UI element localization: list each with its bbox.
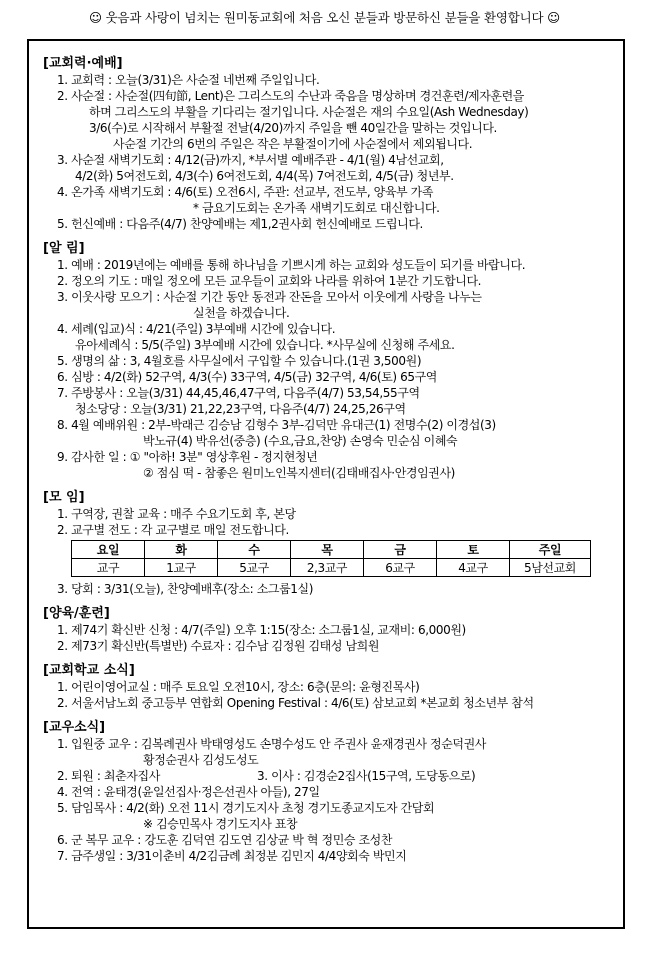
item-evangelism: 2. 교구별 전도 : 각 교구별로 매일 전도합니다. xyxy=(57,523,289,537)
item-moving: 3. 이사 : 김경순2집사(15구역, 도당동으로) xyxy=(257,769,476,783)
item-thanks-cont: ② 점심 떡 - 참좋은 원미노인복지센터(김태배집사·안경임권사) xyxy=(143,466,455,480)
evangelism-schedule-table xyxy=(71,540,591,577)
section-title: [교우소식] xyxy=(43,720,106,735)
section-announcements xyxy=(43,240,613,481)
item-pastor: 5. 담임목사 : 4/2(화) 오전 11시 경기도지사 초청 경기도종교지도자 간담회 xyxy=(57,801,435,815)
item-leader-training: 1. 구역장, 권찰 교육 : 매주 수요기도회 후, 본당 xyxy=(57,507,296,521)
section-church-calendar xyxy=(43,55,613,232)
item-birthdays: 7. 금주생일 : 3/31이춘비 4/2김금례 최정분 김민지 4/4양회숙 박민지 xyxy=(57,849,407,863)
item-discharge-move xyxy=(43,768,613,784)
table-header-cell: 금 xyxy=(364,541,437,559)
item-infant-baptism: 유아세례식 : 5/5(주일) 3부예배 시간에 있습니다. *사무실에 신청해 주세요. xyxy=(75,338,455,352)
bulletin-content xyxy=(43,55,613,864)
item-hospitalized: 1. 입원중 교우 : 김복례권사 박태영성도 손명수성도 안 주권사 윤재경권사 정순덕권사 xyxy=(57,737,486,751)
table-cell: 2,3교구 xyxy=(291,559,364,577)
item-lent-cont: 사순절 기간의 6번의 주일은 작은 부활절이기에 사순절에서 제외됩니다. xyxy=(113,137,473,151)
table-header-row xyxy=(72,541,591,559)
item-dawn-prayer: 3. 사순절 새벽기도회 : 4/12(금)까지, *부서별 예배주관 - 4/1(월) 4남선교회, xyxy=(57,153,444,167)
item-kitchen-service: 7. 주방봉사 : 오늘(3/31) 44,45,46,47구역, 다음주(4/7) 53,54,55구역 xyxy=(57,386,420,400)
item-noon-prayer: 2. 정오의 기도 : 매일 정오에 모든 교우들이 교회와 나라를 위하여 1분간 기도합니다. xyxy=(57,274,482,288)
table-header-cell: 화 xyxy=(145,541,218,559)
item-thanks: 9. 감사한 일 : ① "아하! 3분" 영상후원 - 정지현청년 xyxy=(57,450,318,464)
item-april-committee-cont: 박노규(4) 박유선(중층) (수요,금요,찬양) 손영숙 민순심 이혜숙 xyxy=(143,434,458,448)
section-church-school xyxy=(43,662,613,711)
item-session-meeting: 3. 당회 : 3/31(오늘), 찬양예배후(장소: 소그룹1실) xyxy=(57,582,314,596)
item-lent-cont: 하며 그리스도의 부활을 기다리는 절기입니다. 사순절은 재의 수요일(Ash Wednesday) xyxy=(89,105,529,119)
section-title: [교회학교 소식] xyxy=(43,663,135,678)
item-dawn-prayer-cont: 4/2(화) 5여전도회, 4/3(수) 6여전도회, 4/4(목) 7여전도회, 4/5(금) 청년부. xyxy=(75,169,454,183)
item-lent-cont: 3/6(수)로 시작해서 부활절 전날(4/20)까지 주일을 뺀 40일간을 말하는 것입니다. xyxy=(89,121,497,135)
table-cell: 6교구 xyxy=(364,559,437,577)
table-cell: 1교구 xyxy=(145,559,218,577)
table-header-cell: 토 xyxy=(437,541,510,559)
table-cell: 교구 xyxy=(72,559,145,577)
table-header-cell: 목 xyxy=(291,541,364,559)
table-header-cell: 수 xyxy=(218,541,291,559)
item-pastor-cont: ※ 김승민목사 경기도지사 표창 xyxy=(143,817,298,831)
table-cell: 5남선교회 xyxy=(510,559,591,577)
item-family-dawn-prayer: 4. 온가족 새벽기도회 : 4/6(토) 오전6시, 주관: 선교부, 전도부, 양육부 가족 xyxy=(57,185,434,199)
item-visitation: 6. 심방 : 4/2(화) 52구역, 4/3(수) 33구역, 4/5(금) 32구역, 4/6(토) 65구역 xyxy=(57,370,437,384)
section-meetings xyxy=(43,489,613,597)
table-cell: 5교구 xyxy=(218,559,291,577)
section-member-news xyxy=(43,719,613,864)
section-title: [모 임] xyxy=(43,490,85,505)
table-cell: 4교구 xyxy=(437,559,510,577)
item-lent: 2. 사순절 : 사순절(四旬節, Lent)은 그리스도의 수난과 죽음을 명상하며 경건훈련/제자훈련을 xyxy=(57,89,524,103)
section-title: [교회력·예배] xyxy=(43,56,123,71)
item-military-members: 6. 군 복무 교우 : 강도훈 김덕연 김도연 김상균 박 혁 정민승 조성찬 xyxy=(57,833,393,847)
table-header-cell: 주일 xyxy=(510,541,591,559)
item-neighbor-love: 3. 이웃사랑 모으기 : 사순절 기간 동안 동전과 잔돈을 모아서 이웃에게 사랑을 나누는 xyxy=(57,290,482,304)
section-title: [알 림] xyxy=(43,241,85,256)
item-discharged-military: 4. 전역 : 윤태경(윤일선집사·정은선권사 아들), 27일 xyxy=(57,785,320,799)
section-title: [양육/훈련] xyxy=(43,606,110,621)
item-church-calendar: 1. 교회력 : 오늘(3/31)은 사순절 네번째 주일입니다. xyxy=(57,73,320,87)
item-assurance-class-signup: 1. 제74기 확신반 신청 : 4/7(주일) 오후 1:15(장소: 소그룹1실, 교재비: 6,000원) xyxy=(57,623,466,637)
item-assurance-class-graduates: 2. 제73기 확신반(특별반) 수료자 : 김수남 김정원 김태성 남희원 xyxy=(57,639,380,653)
item-kids-english: 1. 어린이영어교실 : 매주 토요일 오전10시, 장소: 6층(문의: 윤형진목사) xyxy=(57,680,420,694)
item-family-dawn-prayer-cont: * 금요기도회는 온가족 새벽기도회로 대신합니다. xyxy=(193,201,440,215)
item-baptism: 4. 세례(입교)식 : 4/21(주일) 3부예배 시간에 있습니다. xyxy=(57,322,336,336)
table-row xyxy=(72,559,591,577)
table-header-cell: 요일 xyxy=(72,541,145,559)
section-training xyxy=(43,605,613,654)
item-worship: 1. 예배 : 2019년에는 예배를 통해 하나님을 기쁘시게 하는 교회와 성도들이 되기를 바랍니다. xyxy=(57,258,526,272)
item-april-committee: 8. 4월 예배위원 : 2부-박래근 김승남 김형수 3부-김덕만 유대근(1) 전명수(2) 이경섭(3) xyxy=(57,418,496,432)
item-neighbor-love-cont: 실천을 하겠습니다. xyxy=(193,306,290,320)
item-cleaning-duty: 청소당당 : 오늘(3/31) 21,22,23구역, 다음주(4/7) 24,25,26구역 xyxy=(75,402,406,416)
item-hospitalized-cont: 황정순권사 김성도성도 xyxy=(143,753,259,767)
item-dedication-service: 5. 헌신예배 : 다음주(4/7) 찬양예배는 제1,2권사회 헌신예배로 드립니다. xyxy=(57,217,423,231)
item-life-book: 5. 생명의 삶 : 3, 4월호를 사무실에서 구입할 수 있습니다.(1권 3,500원) xyxy=(57,354,422,368)
bulletin-frame xyxy=(27,39,625,929)
item-youth-festival: 2. 서울서남노회 중고등부 연합회 Opening Festival : 4/6(토) 삼보교회 *본교회 청소년부 참석 xyxy=(57,696,534,710)
item-discharged: 2. 퇴원 : 최춘자집사 xyxy=(57,769,160,783)
welcome-header: ☺ 웃음과 사랑이 넘치는 원미동교회에 처음 오신 분들과 방문하신 분들을 환영합니다 ☺ xyxy=(89,10,560,25)
